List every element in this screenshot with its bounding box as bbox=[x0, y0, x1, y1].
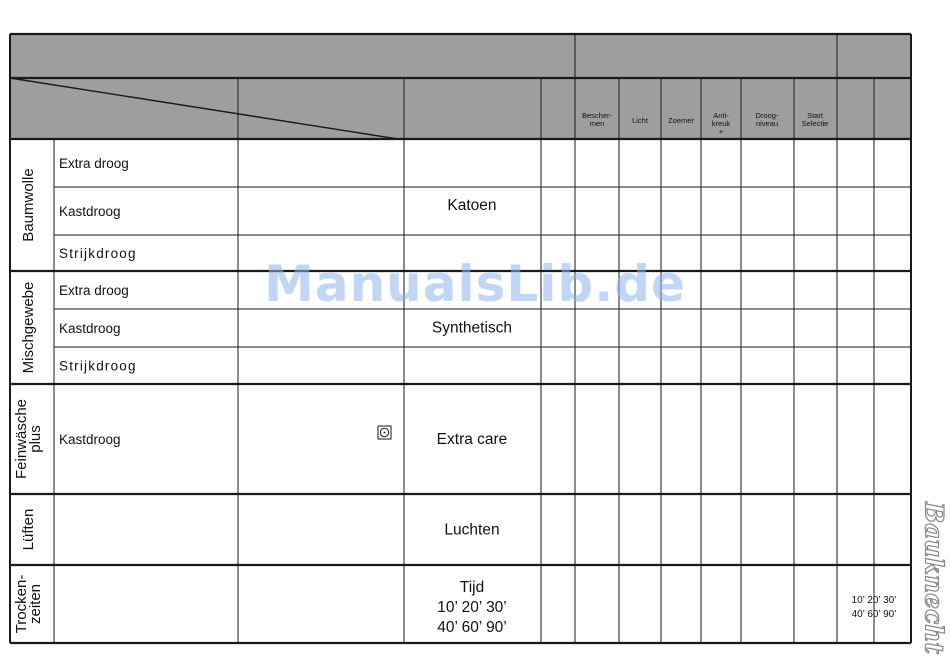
program-name: Synthetisch bbox=[431, 319, 513, 337]
program-name: Extra care bbox=[436, 431, 508, 448]
column-header-label: Bescher- bbox=[581, 111, 613, 120]
group-label: Mischgewebe bbox=[20, 281, 37, 374]
time-option-line: 10’ 20’ 30’ bbox=[851, 595, 897, 606]
column-header-label: Zoemer bbox=[668, 116, 694, 125]
column-header-label: Droog- bbox=[755, 111, 779, 120]
manualslib-watermark: ManualsLib.de bbox=[264, 255, 686, 313]
program-time-line: 10’ 20’ 30’ bbox=[437, 599, 507, 616]
program-name: Katoen bbox=[447, 197, 497, 214]
row-label: Strijkdroog bbox=[59, 246, 137, 261]
column-header-label: Start bbox=[807, 111, 823, 120]
row-label: Kastdroog bbox=[59, 204, 121, 219]
group-label: Feinwäsche bbox=[13, 398, 30, 480]
column-header-label: niveau bbox=[755, 119, 779, 128]
column-header-label: Selectie bbox=[801, 119, 829, 128]
group-label: plus bbox=[27, 425, 44, 453]
time-option-line: 40’ 60’ 90’ bbox=[851, 609, 897, 620]
group-label: zeiten bbox=[27, 583, 44, 625]
column-header-label: men bbox=[589, 119, 605, 128]
column-header-label: Licht bbox=[632, 116, 648, 125]
group-label: Trocken- bbox=[13, 574, 30, 634]
group-label: Lüften bbox=[20, 508, 37, 551]
program-time-line: 40’ 60’ 90’ bbox=[437, 619, 507, 636]
row-label: Extra droog bbox=[59, 283, 129, 298]
group-label: Baumwolle bbox=[20, 168, 37, 242]
row-label: Kastdroog bbox=[59, 321, 121, 336]
program-time-line: Tijd bbox=[459, 579, 485, 596]
column-header-label: Anti- bbox=[713, 111, 729, 120]
column-header-label: kreuk bbox=[711, 119, 731, 128]
row-label: Extra droog bbox=[59, 156, 129, 171]
column-header-label: + bbox=[718, 127, 724, 136]
program-name: Luchten bbox=[444, 521, 500, 539]
row-label: Kastdroog bbox=[59, 432, 121, 447]
dryer-symbol-icon bbox=[384, 432, 386, 434]
row-label: Strijkdroog bbox=[59, 358, 137, 374]
bauknecht-logo: Bauknecht bbox=[919, 502, 949, 654]
